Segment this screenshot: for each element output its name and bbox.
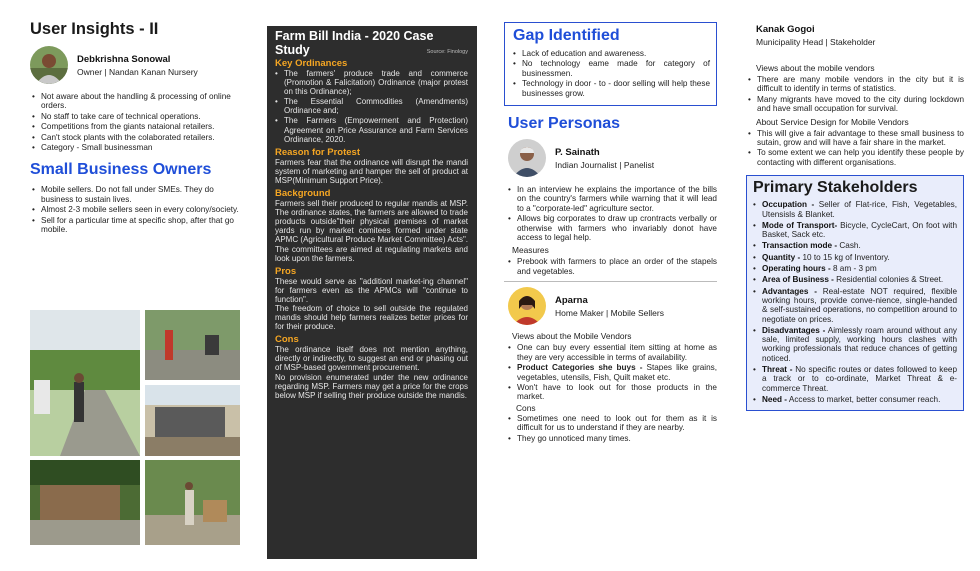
list-item: • Almost 2-3 mobile sellers seen in every colony/society. — [32, 205, 241, 214]
person-photo-icon — [508, 139, 546, 177]
stake-text: Bicycle, CycleCart, On foot with Basket, Sack etc. — [762, 220, 958, 240]
list-item: • Technology in door - to - door selling will help these businesses grow. — [513, 79, 710, 98]
list-item — [753, 221, 957, 240]
list-item: • The farmers' produce trade and commerce (Promotion & Falicitation) Ordinance (major protest on this Ordinance); — [275, 69, 468, 96]
list-item: • Sell for a particular time at specific shop, after that go mobile. — [32, 216, 241, 235]
farm-bill-panel — [267, 26, 477, 559]
cons-text: No provision enumerated under the new ordinance regarding MSP. Farmers may get a price for the crops below MSP if selling their produce outside the mandis. — [275, 372, 468, 400]
list-item: • They go unnoticed many times. — [508, 434, 717, 443]
stake-label: Occupation - — [762, 200, 815, 210]
gap-identified-box — [504, 22, 717, 106]
stake-text: No specific routes or dates followed to keep a track or to co-ordinate, Market Threat & e-commerce Threat. — [762, 365, 958, 393]
cons-heading: Cons — [275, 334, 299, 346]
list-item: • Many migrants have moved to the city during lockdown and have small occupation for survival. — [748, 95, 964, 114]
stakeholders-list — [753, 200, 957, 404]
list-item: • Allows big corporates to draw up crontracts verbally or otherwise with farmers who invariably donot have access to legal help. — [508, 214, 717, 242]
background-text: Farmers sell their produced to regular mandis at MSP. The ordinance states, the farmers are allowed to trade products outside"their physical premises of market yards run by market comitees formed under state APMC (Agricultural Produce Market Committee) Acts". The committees are aimed at regulating markets and look upon the farmers. — [275, 199, 468, 263]
primary-stakeholders-title: Primary Stakeholders — [753, 179, 918, 197]
stake-label: Threat - — [762, 365, 793, 374]
list-item: • Lack of education and awareness. — [513, 49, 710, 58]
street-photo-collage — [30, 310, 240, 545]
views-list — [748, 75, 964, 114]
list-item — [753, 264, 957, 273]
person-photo-icon — [508, 287, 546, 325]
categories-label: Product Categories she buys - — [517, 363, 643, 373]
key-ordinances-list — [275, 69, 468, 144]
sbo-list — [32, 185, 241, 234]
list-item — [753, 275, 957, 284]
stake-text: Access to market, better consumer reach. — [787, 394, 941, 404]
key-ordinances-heading: Key Ordinances — [275, 58, 348, 69]
background-heading: Background — [275, 188, 331, 200]
list-item: • There are many mobile vendors in the city but it is difficult to identify in terms of statistics. — [748, 75, 964, 94]
stake-label: Mode of Transport- — [762, 220, 838, 230]
avatar — [508, 139, 546, 177]
pros-text: The freedom of choice to sell outside the regulated mandis should help farmers realizes better prices for for their produce. — [275, 303, 468, 332]
list-item — [753, 200, 957, 219]
market-photo — [145, 310, 240, 380]
farm-bill-title: Farm Bill India - 2020 Case Study — [275, 29, 434, 57]
cons-text: The ordinance itself does not mention anything, directly or indirectly, to suggest an end or phasing out of MSP-based government procurement. — [275, 345, 468, 373]
insights-list — [32, 92, 241, 152]
stake-text: Real-estate NOT required, flexible working hours, provide conve-nience, single-handed & self-sustained operations, no competition around to negotiate on prices. — [762, 286, 957, 324]
person-name: Kanak Gogoi — [756, 24, 815, 35]
stake-text: 8 am - 3 pm — [830, 264, 877, 274]
list-item: • Competitions from the giants nataional retailers. — [32, 122, 241, 131]
gap-list — [513, 49, 710, 98]
small-business-owners-title: Small Business Owners — [30, 161, 212, 179]
design-label: About Service Design for Mobile Vendors — [756, 116, 909, 127]
list-item: • Can't stock plants with the colaborated retailers. — [32, 133, 241, 142]
list-item: • In an interview he explains the importance of the bills on the country's farmers while warning that it will lead to a "corporate-led" agriculture sector. — [508, 185, 717, 213]
list-item — [753, 253, 957, 262]
list-item: • Not aware about the handling & processing of online orders. — [32, 92, 241, 111]
list-item: • Won't have to look out for those products in the market. — [508, 383, 717, 402]
persona2-cons-list — [508, 414, 717, 443]
persona-aparna — [508, 287, 717, 325]
list-item: • To some extent we can help you identify these people by contacting with different organisations. — [748, 148, 964, 167]
list-item: • This will give a fair advantage to these small business to sutain, grow and will have a fair share in the market. — [748, 129, 964, 148]
gap-personas-column — [500, 0, 725, 571]
stake-label: Operating hours - — [762, 264, 831, 274]
reason-text: Farmers fear that the ordinance will disrupt the mandi system of marketing and hamper the sell of product at MSP(Minimum Support Price). — [275, 157, 468, 185]
list-item: • Mobile sellers. Do not fall under SMEs. They do business to sustain lives. — [32, 185, 241, 204]
measures-list — [508, 257, 717, 276]
persona-sainath — [508, 139, 717, 177]
persona-kanak — [756, 24, 964, 47]
person-role: Municipality Head | Stakeholder — [756, 37, 876, 47]
stakeholders-column — [738, 0, 970, 571]
list-item: • Prebook with farmers to place an order of the stapels and vegetables. — [508, 257, 717, 276]
person-role: Owner | Nandan Kanan Nursery — [77, 66, 198, 77]
stake-label: Need - — [762, 394, 788, 404]
list-item — [753, 241, 957, 250]
list-item: • Category - Small businessman — [32, 143, 241, 152]
list-item: • The Essential Commodities (Amendments) Ordinance and; — [275, 97, 468, 115]
person-role: Indian Journalist | Panelist — [555, 159, 655, 170]
design-list — [748, 129, 964, 168]
huts-photo — [30, 460, 140, 545]
persona1-list — [508, 185, 717, 242]
list-item: • No technology eame made for category of businessmen. — [513, 59, 710, 78]
list-item: • No staff to take care of technical operations. — [32, 112, 241, 121]
measures-label: Measures — [512, 245, 549, 256]
person-photo-icon — [30, 46, 68, 84]
list-item: • Sometimes one need to look out for them as it is difficult for us to understand if they are nearby. — [508, 414, 717, 433]
stake-label: Quantity - — [762, 252, 801, 262]
list-item — [753, 395, 957, 404]
stake-text: 10 to 15 kg of Inventory. — [800, 252, 890, 262]
stake-label: Disadvantages - — [762, 325, 826, 335]
primary-stakeholders-box — [746, 175, 964, 411]
reason-heading: Reason for Protest — [275, 146, 360, 158]
stake-text: Seller of Flat-rice, Fish, Vegetables, Utensisls & Blanket. — [762, 200, 957, 219]
person-role: Home Maker | Mobile Sellers — [555, 307, 664, 318]
source-label: Source: Finology — [426, 49, 468, 55]
person-name: P. Sainath — [555, 146, 600, 158]
stake-text: Aimlessly roam around without any sale, limited supply, working hours clashes with working professionals that reduce chances of getting noticed. — [762, 325, 957, 363]
pros-heading: Pros — [275, 265, 297, 277]
stake-label: Transaction mode - — [762, 241, 838, 251]
categories-text: Stapes like grains, vegetables, utensils, Fish, Quilt maket etc. — [517, 363, 717, 382]
stake-label: Advantages - — [762, 286, 817, 296]
shop-photo — [145, 385, 240, 456]
user-insights-title: User Insights - II — [30, 20, 159, 38]
avatar — [508, 287, 546, 325]
persona-debkrishna — [30, 46, 241, 84]
avatar — [30, 46, 68, 84]
stake-text: Residential colonies & Street. — [833, 275, 944, 285]
pros-text: These would serve as "additionl market-ing channel" for farmers even as the APMCs will "continue to function". — [275, 276, 468, 304]
list-item — [508, 363, 717, 382]
gap-identified-title: Gap Identified — [513, 27, 620, 44]
list-item — [753, 365, 957, 393]
stake-text: Cash. — [837, 241, 861, 251]
divider — [504, 281, 717, 282]
views-label: Views about the mobile vendors — [756, 63, 875, 73]
list-item — [753, 287, 957, 324]
list-item: • The Farmers (Empowerment and Protection) Agreement on Price Assurance and Farm Services Ordinance, 2020. — [275, 116, 468, 143]
views-label: Views about the Mobile Vendors — [512, 331, 632, 342]
list-item — [753, 326, 957, 363]
persona2-list — [508, 343, 717, 401]
user-personas-title: User Personas — [508, 115, 621, 133]
street-photo — [30, 310, 140, 456]
stake-label: Area of Business - — [762, 275, 834, 285]
list-item: • One can buy every essential item sitting at home as they are very accessible in terms of availability. — [508, 343, 717, 362]
person-name: Aparna — [555, 294, 588, 306]
cons-label: Cons — [516, 402, 536, 413]
vendor-photo — [145, 460, 240, 545]
person-name: Debkrishna Sonowal — [77, 53, 171, 65]
